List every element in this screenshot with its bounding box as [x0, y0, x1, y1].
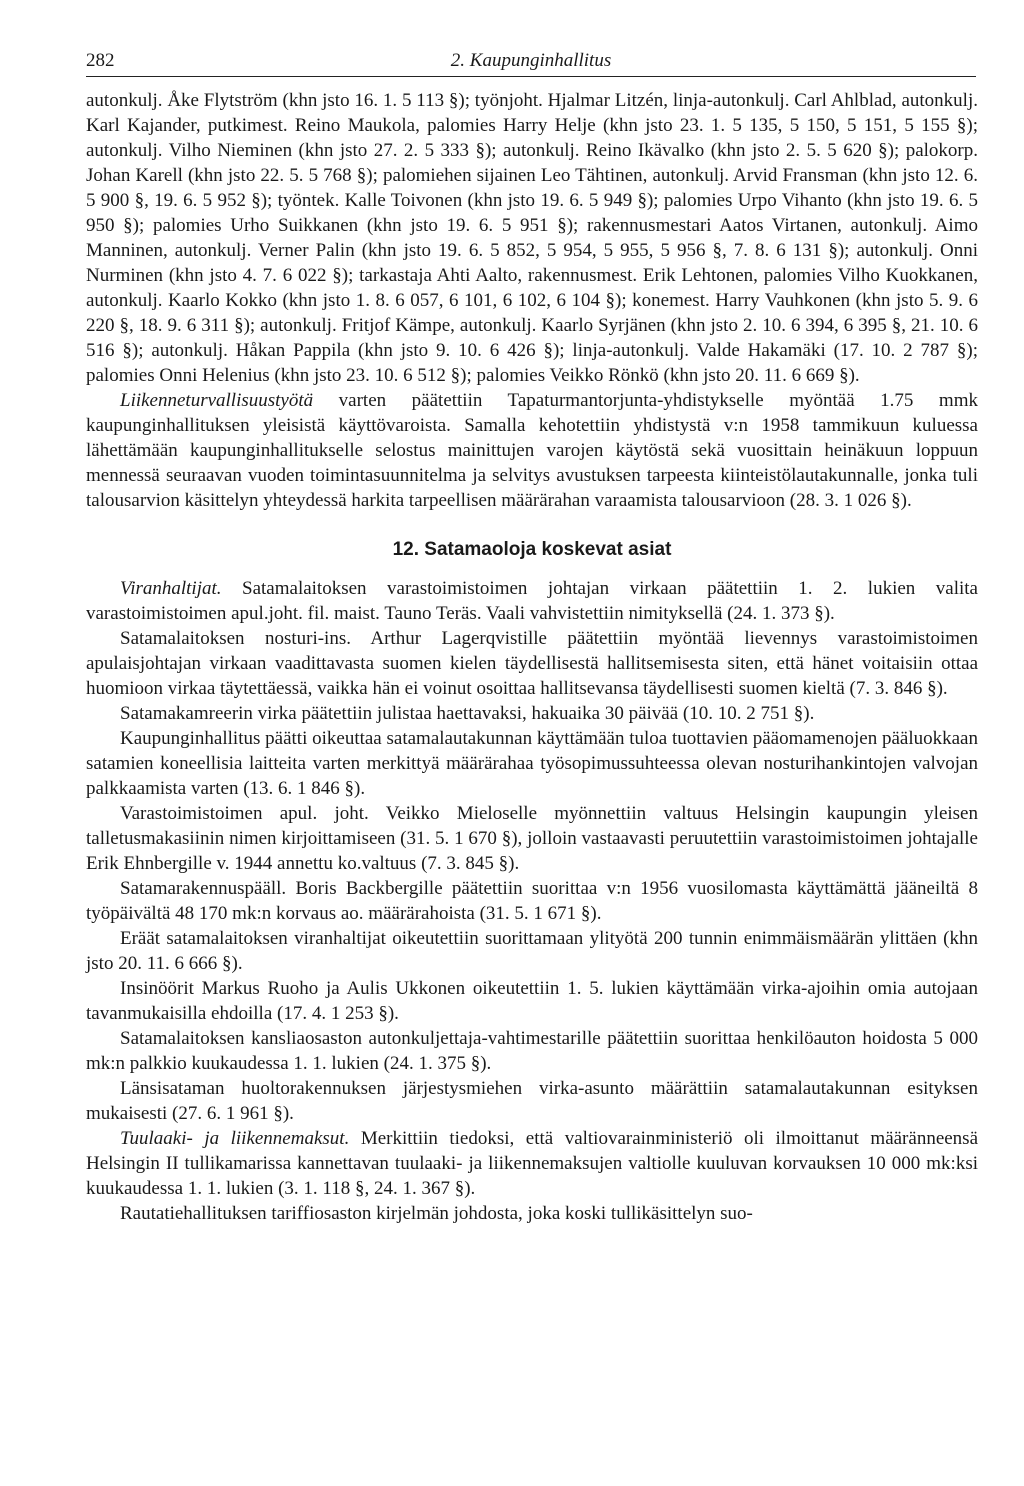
- paragraph: [86, 876, 978, 926]
- paragraph-text: Insinöörit Markus Ruoho ja Aulis Ukkonen oikeutettiin 1. 5. lukien käyttämään virka-ajoihin omia autojaan tavanmukaisilla ehdoilla (17. 4. 1 253 §).: [86, 978, 978, 1024]
- paragraph-lead: Viranhaltijat.: [120, 578, 222, 599]
- running-title: 2. Kaupunginhallitus: [450, 50, 612, 71]
- paragraph-text: Varastoimistoimen apul. joht. Veikko Mieloselle myönnettiin valtuus Helsingin kaupungin yleisen talletusmakasiinin nimen kirjoittamiseen (31. 5. 1 670 §), jolloin vastaavasti peruutettiin varastoimistoimen johtajalle Erik Ehnbergille v. 1944 annettu ko.valtuus (7. 3. 845 §).: [86, 803, 978, 874]
- paragraph: [86, 926, 978, 976]
- paragraph-text: Satamalaitoksen kansliaosaston autonkuljettaja-vahtimestarille päätettiin suorittaa henkilöauton hoidosta 5 000 mk:n palkkio kuukaudessa 1. 1. lukien (24. 1. 375 §).: [86, 1028, 978, 1074]
- paragraph-continued: autonkulj. Åke Flytström (khn jsto 16. 1. 5 113 §); työnjoht. Hjalmar Litzén, linja-autonkulj. Carl Ahlblad, autonkulj. Karl Kajander, putkimest. Reino Maukola, palomies Harry Helje (khn jsto 23. 1. 5 135, 5 150, 5 151, 5 155 §); autonkulj. Vilho Nieminen (khn jsto 27. 2. 5 333 §); autonkulj. Reino Ikävalko (khn jsto 2. 5. 5 620 §); palokorp. Johan Karell (khn jsto 22. 5. 5 768 §); palomiehen sijainen Leo Tähtinen, autonkulj. Arvid Fransman (khn jsto 12. 6. 5 900 §, 19. 6. 5 952 §); työntek. Kalle Toivonen (khn jsto 19. 6. 5 949 §); palomies Urpo Vihanto (khn jsto 19. 6. 5 950 §); palomies Urho Suikkanen (khn jsto 19. 6. 5 951 §); rakennusmestari Aatos Virtanen, autonkulj. Aimo Manninen, autonkulj. Verner Palin (khn jsto 19. 6. 5 852, 5 954, 5 955, 5 956 §, 7. 8. 6 131 §); autonkulj. Onni Nurminen (khn jsto 4. 7. 6 022 §); tarkastaja Ahti Aalto, rakennusmest. Erik Lehtonen, palomies Vilho Kuokkanen, autonkulj. Kaarlo Kokko (khn jsto 1. 8. 6 057, 6 101, 6 102, 6 104 §); konemest. Harry Vauhkonen (khn jsto 5. 9. 6 220 §, 18. 9. 6 311 §); autonkulj. Fritjof Kämpe, autonkulj. Kaarlo Syrjänen (khn jsto 2. 10. 6 394, 6 395 §, 21. 10. 6 516 §); autonkulj. Håkan Pappila (khn jsto 9. 10. 6 426 §); linja-autonkulj. Valde Hakamäki (17. 10. 2 787 §); palomies Onni Helenius (khn jsto 23. 10. 6 512 §); palomies Veikko Rönkö (khn jsto 20. 11. 6 669 §).: [86, 90, 978, 386]
- section-heading: 12. Satamaoloja koskevat asiat: [392, 539, 672, 560]
- paragraph: [86, 576, 978, 626]
- running-header: [86, 48, 976, 74]
- paragraph-text: Satamalaitoksen varastoimistoimen johtajan virkaan päätettiin 1. 2. lukien valita varastoimistoimen apul.joht. fil. maist. Tauno Teräs. Vaali vahvistettiin nimityksellä (24. 1. 373 §).: [86, 578, 978, 624]
- paragraph: [86, 626, 978, 701]
- page-number: 282: [86, 50, 115, 71]
- paragraph-text: Eräät satamalaitoksen viranhaltijat oikeutettiin suorittamaan ylityötä 200 tunnin enimmäismäärän ylittäen (khn jsto 20. 11. 6 666 §).: [86, 928, 978, 974]
- paragraph-text: Rautatiehallituksen tariffiosaston kirjelmän johdosta, joka koski tullikäsittelyn suo-: [120, 1203, 753, 1224]
- paragraph: [86, 976, 978, 1026]
- paragraph-text: Satamalaitoksen nosturi-ins. Arthur Lagerqvistille päätettiin myöntää lievennys varastoimistoimen apulaisjohtajan virkaan vaadittavasta suomen kielen täydellisestä hallitsemisesta siten, että hänet voitaisiin ottaa huomioon virkaa täytettäessä, vaikka hän ei voinut osoittaa hallitsevansa täydellisesti suomen kieltä (7. 3. 846 §).: [86, 628, 978, 699]
- paragraph: [86, 726, 978, 801]
- paragraph: [86, 801, 978, 876]
- paragraph: [86, 1201, 978, 1226]
- paragraph-lead: Tuulaaki- ja liikennemaksut.: [120, 1128, 350, 1149]
- paragraph-traffic-safety: [86, 388, 978, 513]
- header-rule: [86, 76, 976, 77]
- paragraph-text: Satamakamreerin virka päätettiin julistaa haettavaksi, hakuaika 30 päivää (10. 10. 2 751 §).: [120, 703, 815, 724]
- paragraph: [86, 701, 978, 726]
- paragraph: [86, 1026, 978, 1076]
- paragraph-lead: Liikenneturvallisuustyötä: [120, 390, 314, 411]
- paragraph-text: Satamarakennuspääll. Boris Backbergille päätettiin suorittaa v:n 1956 vuosilomasta käyttämättä jääneiltä 8 työpäivältä 48 170 mk:n korvaus ao. määrärahoista (31. 5. 1 671 §).: [86, 878, 978, 924]
- paragraph: [86, 1076, 978, 1126]
- paragraph: [86, 1126, 978, 1201]
- page-body: [86, 88, 978, 1226]
- paragraph-text: Merkittiin tiedoksi, että valtiovarainministeriö oli ilmoittanut määränneensä Helsingin II tullikamarissa kannettavan tuulaaki- ja liikennemaksujen valtiolle kuuluvan korvauksen 10 000 mk:ksi kuukaudessa 1. 1. lukien (3. 1. 118 §, 24. 1. 367 §).: [86, 1128, 979, 1199]
- paragraph-text: Kaupunginhallitus päätti oikeuttaa satamalautakunnan käyttämään tuloa tuottavien pääomamenojen pääluokkaan satamien koneellisia laitteita varten merkittyä määrärahaa työsopimussuhteessa olevan nosturihankintojen valvojan palkkaamista varten (13. 6. 1 846 §).: [86, 728, 978, 799]
- paragraph-text: Länsisataman huoltorakennuksen järjestysmiehen virka-asunto määrättiin satamalautakunnan esityksen mukaisesti (27. 6. 1 961 §).: [86, 1078, 978, 1124]
- paragraph-text: varten päätettiin Tapaturmantorjunta-yhdistykselle myöntää 1.75 mmk kaupunginhallituksen yleisistä käyttövaroista. Samalla kehotettiin yhdistystä v:n 1958 tammikuun kuluessa lähettämään kaupunginhallitukselle selostus mainittujen varojen käytöstä sekä vuosittain heinäkuun loppuun mennessä seuraavan vuoden toimintasuunnitelma ja selvitys avustuksen tarpeesta kiinteistölautakunnalle, jonka tuli talousarvion käsittelyn yhteydessä harkita tarpeellisen määrärahan varaamista talousarvioon (28. 3. 1 026 §).: [86, 390, 978, 511]
